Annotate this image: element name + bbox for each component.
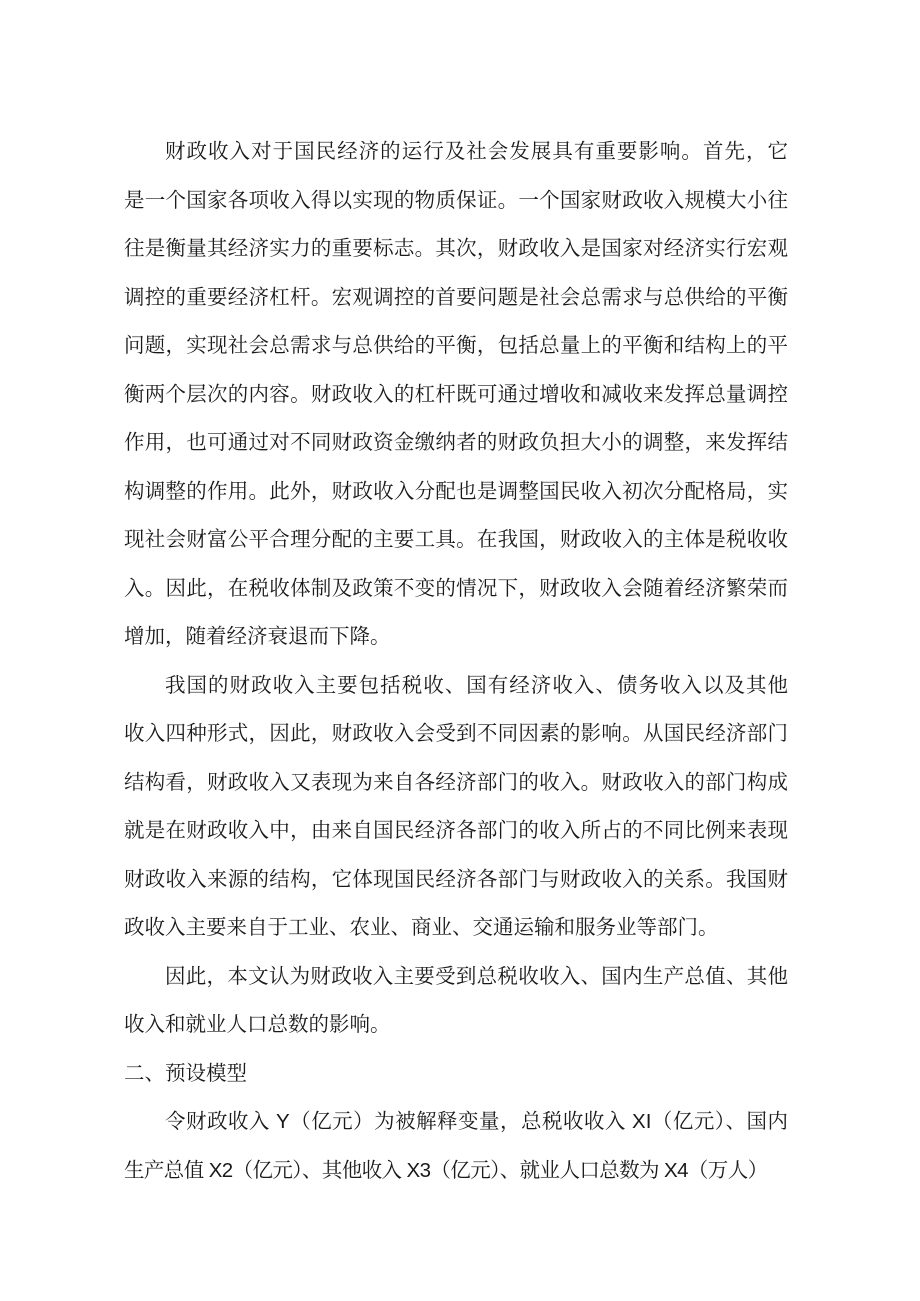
text-line: 政收入主要来自于工业、农业、商业、交通运输和服务业等部门。 xyxy=(124,916,719,939)
text-line: 因此，本文认为财政收入主要受到总税收收入、国内生产总值、其他 xyxy=(165,964,788,988)
text-line: 收入四种形式，因此，财政收入会受到不同因素的影响。从国民经济部门 xyxy=(124,722,788,745)
text-line: 现社会财富公平合理分配的主要工具。在我国，财政收入的主体是税收收 xyxy=(124,528,788,551)
text-line: 生产总值 X2（亿元）、其他收入 X3（亿元）、就业人口总数为 X4（万人） xyxy=(124,1158,768,1182)
text-line: 收入和就业人口总数的影响。 xyxy=(124,1013,391,1036)
text-line: 增加，随着经济衰退而下降。 xyxy=(124,625,391,648)
text-line: 就是在财政收入中，由来自国民经济各部门的收入所占的不同比例来表现 xyxy=(124,819,788,842)
text-line: 构调整的作用。此外，财政收入分配也是调整国民收入初次分配格局，实 xyxy=(124,479,788,503)
text-line: 往是衡量其经济实力的重要标志。其次，财政收入是国家对经济实行宏观 xyxy=(124,237,788,260)
text-line: 结构看，财政收入又表现为来自各经济部门的收入。财政收入的部门构成 xyxy=(124,770,788,794)
text-line: 财政收入对于国民经济的运行及社会发展具有重要影响。首先，它 xyxy=(165,140,788,163)
section-heading: 二、预设模型 xyxy=(124,1061,247,1085)
text-line: 令财政收入 Y（亿元）为被解释变量，总税收收入 XI（亿元）、国内 xyxy=(165,1110,788,1133)
text-line: 是一个国家各项收入得以实现的物质保证。一个国家财政收入规模大小往 xyxy=(124,188,788,212)
text-line: 衡两个层次的内容。财政收入的杠杆既可通过增收和减收来发挥总量调控 xyxy=(124,382,788,406)
text-line: 作用，也可通过对不同财政资金缴纳者的财政负担大小的调整，来发挥结 xyxy=(124,431,788,454)
text-line: 调控的重要经济杠杆。宏观调控的首要问题是社会总需求与总供给的平衡 xyxy=(124,285,788,309)
text-line: 入。因此，在税收体制及政策不变的情况下，财政收入会随着经济繁荣而 xyxy=(124,576,788,600)
document-body xyxy=(124,128,788,1195)
text-line: 问题，实现社会总需求与总供给的平衡，包括总量上的平衡和结构上的平 xyxy=(124,334,788,357)
text-line: 我国的财政收入主要包括税收、国有经济收入、债务收入以及其他 xyxy=(165,673,788,697)
text-line: 财政收入来源的结构，它体现国民经济各部门与财政收入的关系。我国财 xyxy=(124,867,788,891)
